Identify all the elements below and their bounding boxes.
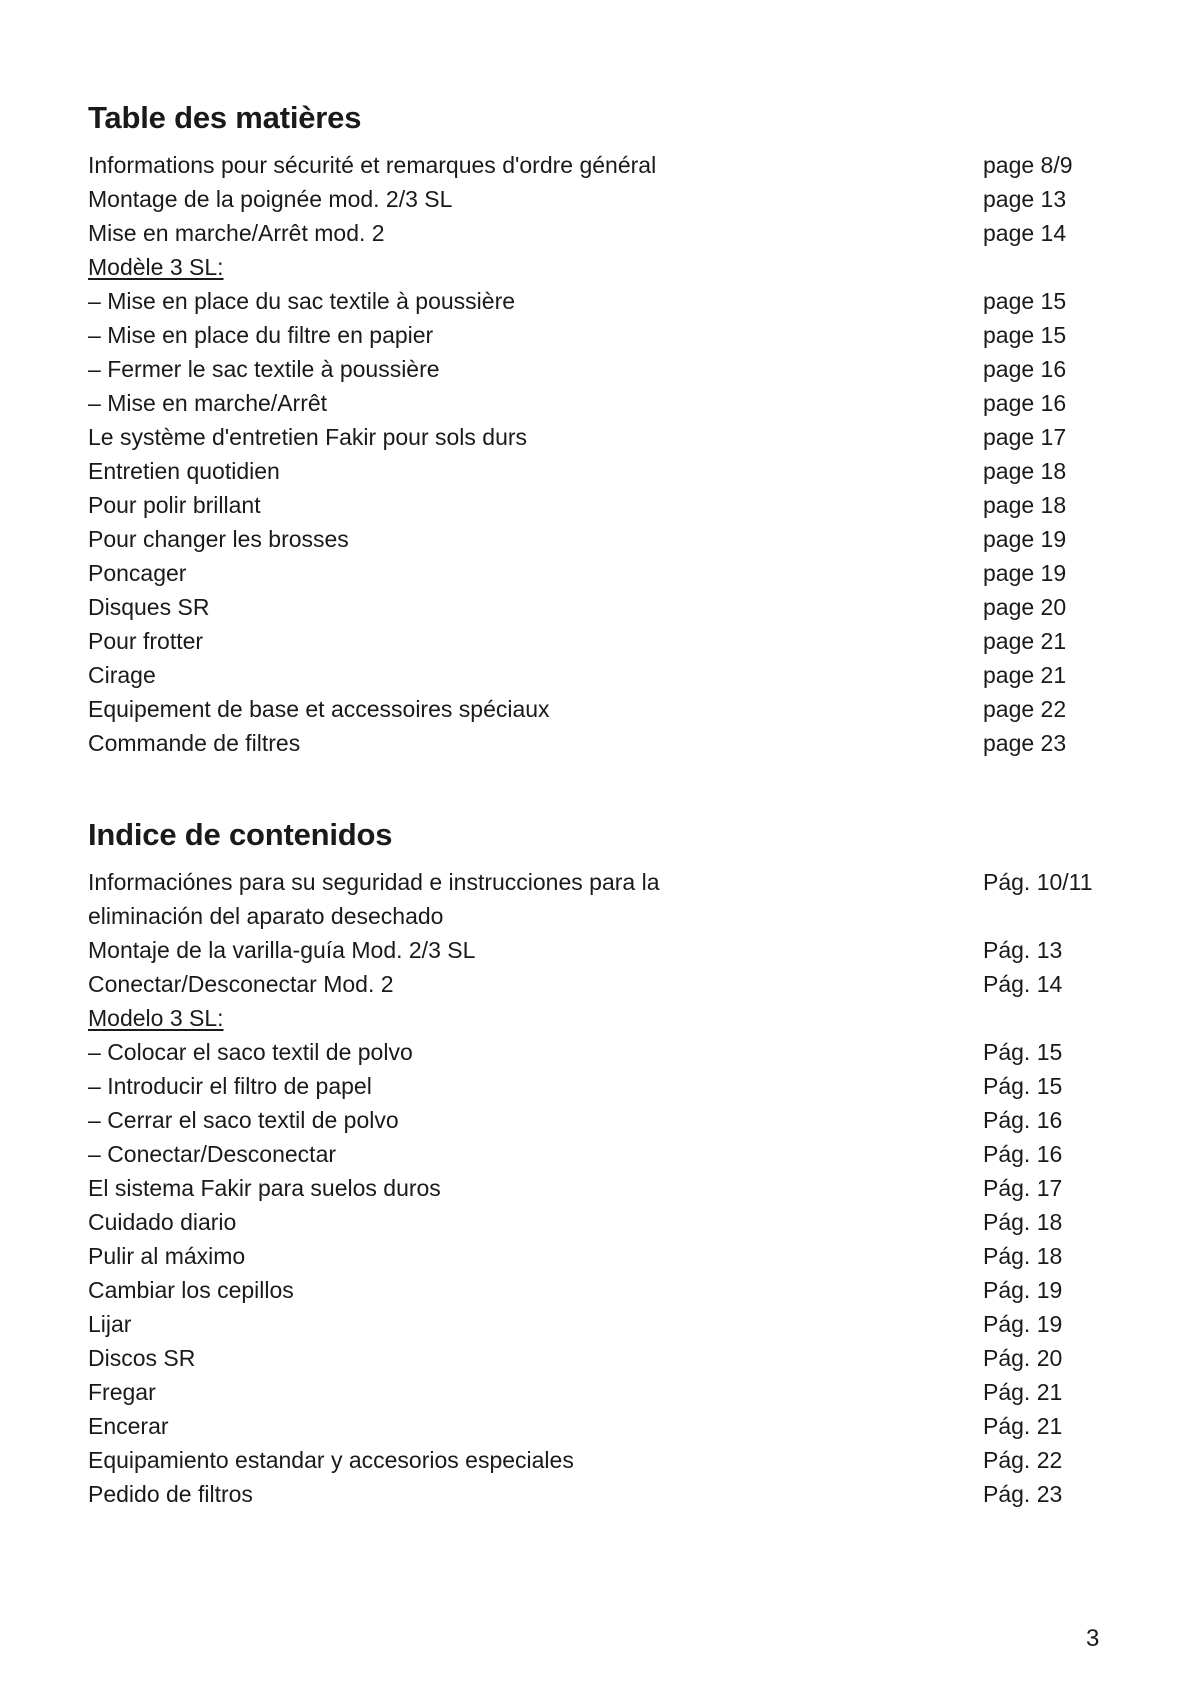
toc-entry-page: Pág. 13 [983, 937, 1063, 963]
toc-entry-page: Pág. 17 [983, 1175, 1063, 1201]
toc-entry [88, 1341, 1098, 1375]
toc-subentry [88, 1035, 1098, 1069]
toc-entry-label: Equipement de base et accessoires spéciaux [88, 696, 550, 722]
toc-entry-label: – Mise en place du filtre en papier [88, 318, 983, 352]
toc-entry [88, 1273, 1098, 1307]
toc-entry-label: – Introducir el filtro de papel [88, 1069, 983, 1103]
toc-entry [88, 454, 1098, 488]
toc-entry [88, 1443, 1098, 1477]
toc-entry-label: Mise en marche/Arrêt mod. 2 [88, 220, 385, 246]
toc-entry-page: Pág. 16 [983, 1107, 1063, 1133]
section-title-french: Table des matières [88, 100, 362, 135]
toc-entry-label: Encerar [88, 1413, 169, 1439]
toc-entry-page: page 19 [983, 526, 1067, 552]
toc-entry-page: Pág. 19 [983, 1277, 1063, 1303]
toc-entry-label: – Conectar/Desconectar [88, 1137, 983, 1171]
toc-entry-page: page 23 [983, 730, 1067, 756]
toc-entry-page: page 19 [983, 560, 1067, 586]
toc-entry [88, 1307, 1098, 1341]
toc-entry-label: Pulir al máximo [88, 1243, 246, 1269]
toc-subentry [88, 318, 1098, 352]
toc-entry [88, 1477, 1098, 1511]
toc-entry-page: page 21 [983, 662, 1067, 688]
toc-entry [88, 488, 1098, 522]
toc-entry-page: Pág. 10/11 [983, 869, 1093, 895]
toc-entry-page: Pág. 18 [983, 1243, 1063, 1269]
toc-entry-page: page 13 [983, 186, 1067, 212]
toc-subheading-label: Modelo 3 SL: [88, 1005, 224, 1031]
toc-entry [88, 1205, 1098, 1239]
toc-entry [88, 624, 1098, 658]
toc-entry-page: Pág. 15 [983, 1073, 1063, 1099]
toc-subentry [88, 386, 1098, 420]
toc-entry-page: Pág. 15 [983, 1039, 1063, 1065]
toc-entry-label: Lijar [88, 1311, 132, 1337]
toc-entry-label: Poncager [88, 560, 187, 586]
toc-entry-label: Equipamiento estandar y accesorios especiales [88, 1447, 574, 1473]
toc-entry [88, 1171, 1098, 1205]
toc-entry [88, 933, 1098, 967]
toc-entry-page: page 15 [983, 322, 1067, 348]
toc-entry-page: Pág. 18 [983, 1209, 1063, 1235]
toc-entry-page: Pág. 22 [983, 1447, 1063, 1473]
toc-entry [88, 148, 1098, 182]
toc-entry [88, 522, 1098, 556]
toc-entry-label: Pour frotter [88, 628, 204, 654]
toc-entry-page: page 18 [983, 458, 1067, 484]
toc-entry-label: Entretien quotidien [88, 458, 280, 484]
toc-entry-page: Pág. 21 [983, 1413, 1063, 1439]
page-number: 3 [1086, 1625, 1100, 1652]
toc-subentry [88, 1069, 1098, 1103]
section-title-spanish: Indice de contenidos [88, 817, 393, 852]
toc-entry-page: page 20 [983, 594, 1067, 620]
toc-entry [88, 590, 1098, 624]
toc-entry-page: page 15 [983, 288, 1067, 314]
toc-entry-label: – Mise en place du sac textile à poussière [88, 284, 983, 318]
toc-entry-label: Montage de la poignée mod. 2/3 SL [88, 186, 453, 212]
toc-entry-label: Montaje de la varilla-guía Mod. 2/3 SL [88, 937, 476, 963]
toc-subentry [88, 1103, 1098, 1137]
toc-entry-label: Discos SR [88, 1345, 196, 1371]
toc-entry-label: – Colocar el saco textil de polvo [88, 1035, 983, 1069]
toc-entry [88, 726, 1098, 760]
toc-entry [88, 1375, 1098, 1409]
toc-entry [88, 182, 1098, 216]
toc-subheading-label: Modèle 3 SL: [88, 254, 224, 280]
toc-entry-page: page 18 [983, 492, 1067, 518]
toc-entry-label: Informaciónes para su seguridad e instrucciones para la eliminación del aparato desechado [88, 869, 660, 929]
toc-entry-label: – Cerrar el saco textil de polvo [88, 1103, 983, 1137]
toc-entry [88, 216, 1098, 250]
toc-entry [88, 420, 1098, 454]
toc-entry-page: Pág. 16 [983, 1141, 1063, 1167]
toc-list-french [88, 148, 1098, 760]
toc-section-french [88, 98, 1098, 760]
toc-entry-label: Cirage [88, 662, 156, 688]
toc-entry-label: Le système d'entretien Fakir pour sols durs [88, 424, 528, 450]
toc-entry-label: – Fermer le sac textile à poussière [88, 352, 983, 386]
toc-subentry [88, 1137, 1098, 1171]
toc-entry-page: Pág. 21 [983, 1379, 1063, 1405]
toc-entry [88, 967, 1098, 1001]
toc-subheading [88, 1001, 1098, 1035]
toc-entry-label: Pour polir brillant [88, 492, 261, 518]
toc-entry-page: page 16 [983, 390, 1067, 416]
toc-entry-label: – Mise en marche/Arrêt [88, 386, 983, 420]
toc-entry [88, 658, 1098, 692]
toc-entry [88, 1239, 1098, 1273]
toc-entry-page: Pág. 23 [983, 1481, 1063, 1507]
toc-subheading [88, 250, 1098, 284]
toc-entry-page: Pág. 20 [983, 1345, 1063, 1371]
toc-entry [88, 865, 1098, 933]
toc-entry-page: page 8/9 [983, 152, 1073, 178]
toc-entry-page: Pág. 19 [983, 1311, 1063, 1337]
toc-entry-label: Cuidado diario [88, 1209, 237, 1235]
toc-subentry [88, 284, 1098, 318]
toc-entry-label: Pedido de filtros [88, 1481, 253, 1507]
toc-entry-label: El sistema Fakir para suelos duros [88, 1175, 441, 1201]
toc-entry-label: Informations pour sécurité et remarques d'ordre général [88, 152, 657, 178]
toc-entry [88, 692, 1098, 726]
toc-entry-page: page 21 [983, 628, 1067, 654]
toc-entry-label: Conectar/Desconectar Mod. 2 [88, 971, 394, 997]
toc-entry-label: Commande de filtres [88, 730, 301, 756]
toc-list-spanish [88, 865, 1098, 1511]
toc-subentry [88, 352, 1098, 386]
toc-entry-label: Fregar [88, 1379, 156, 1405]
toc-entry-label: Pour changer les brosses [88, 526, 349, 552]
toc-entry-page: page 16 [983, 356, 1067, 382]
toc-entry-page: page 17 [983, 424, 1067, 450]
toc-entry-page: Pág. 14 [983, 971, 1063, 997]
toc-section-spanish [88, 815, 1098, 1511]
toc-entry-page: page 22 [983, 696, 1067, 722]
toc-entry-label: Disques SR [88, 594, 210, 620]
toc-entry [88, 556, 1098, 590]
toc-entry-label: Cambiar los cepillos [88, 1277, 294, 1303]
toc-entry [88, 1409, 1098, 1443]
toc-entry-page: page 14 [983, 220, 1067, 246]
